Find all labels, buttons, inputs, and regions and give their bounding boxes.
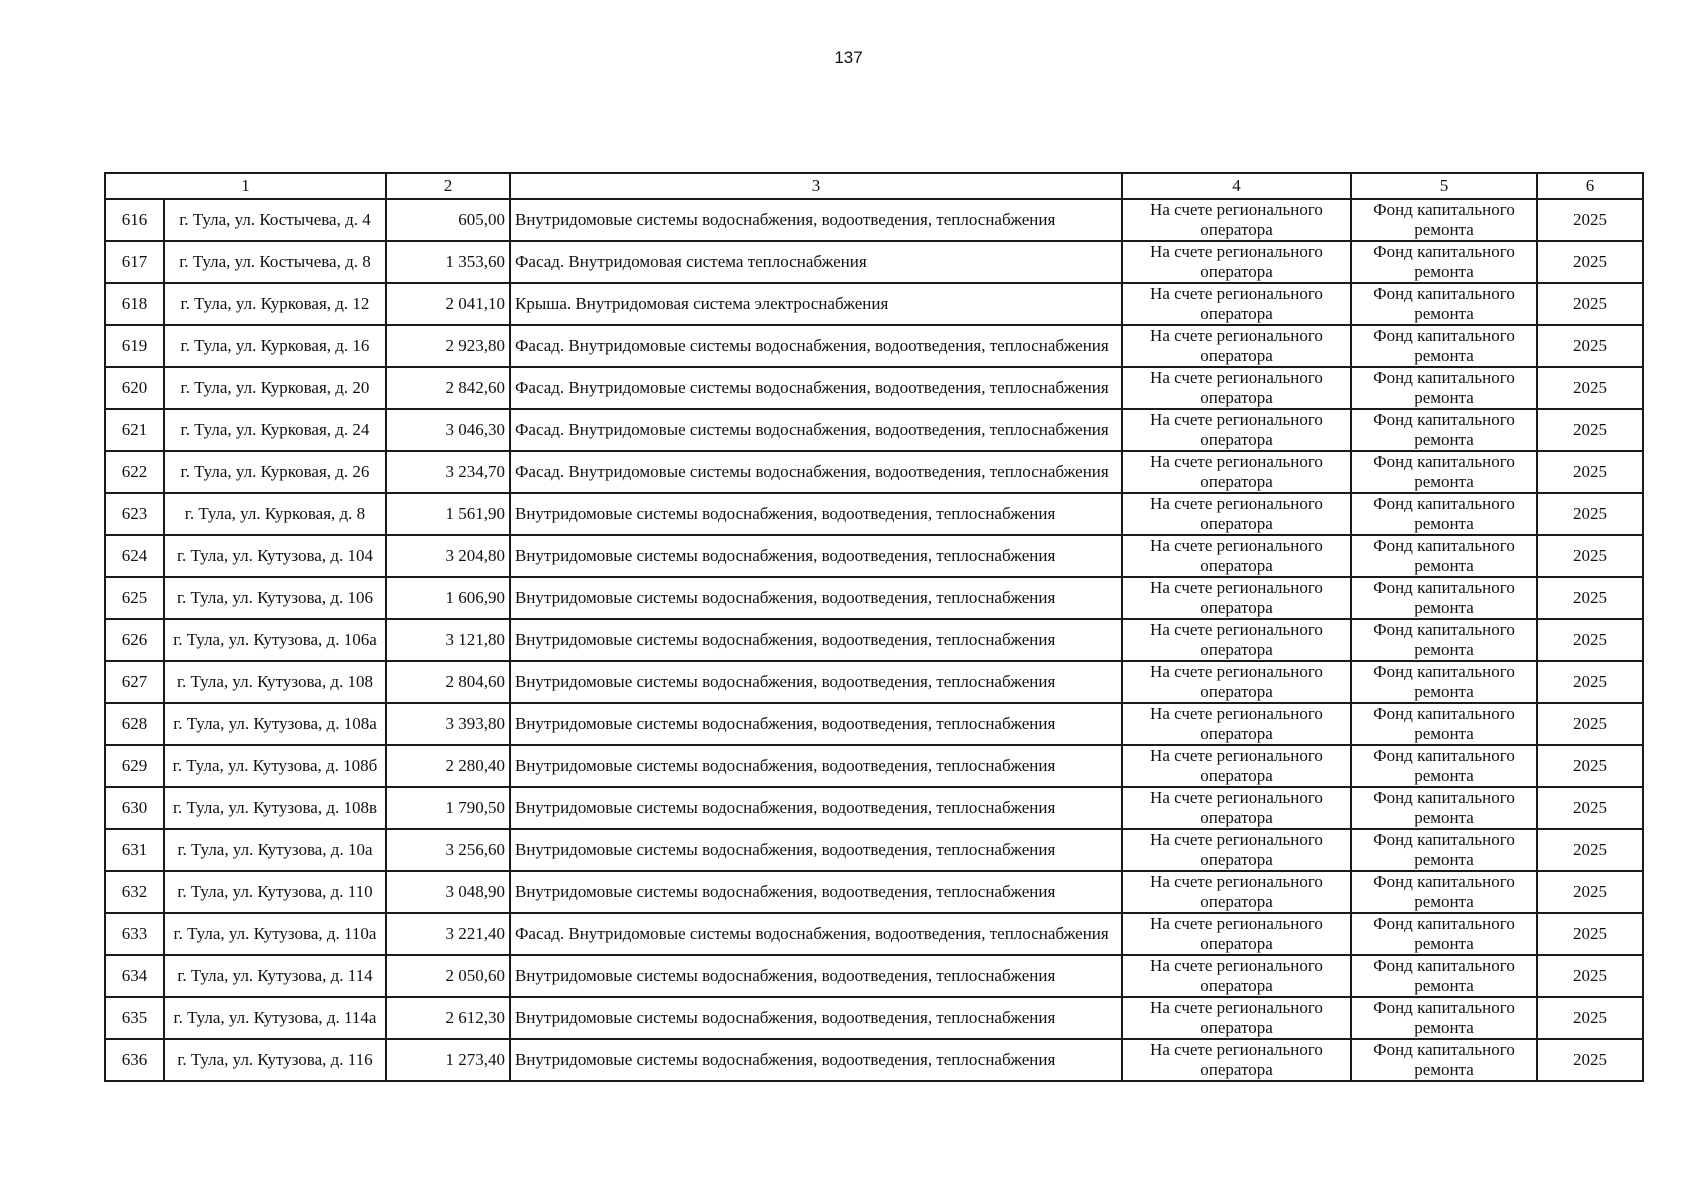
row-number: 626: [105, 619, 164, 661]
row-funding-source: Фонд капитального ремонта: [1351, 1039, 1537, 1081]
row-address: г. Тула, ул. Курковая, д. 16: [164, 325, 386, 367]
page-number: 137: [834, 48, 863, 67]
row-works: Фасад. Внутридомовые системы водоснабжения, водоотведения, теплоснабжения: [510, 913, 1122, 955]
row-area: 2 612,30: [386, 997, 510, 1039]
row-number: 634: [105, 955, 164, 997]
row-account: На счете регионального оператора: [1122, 745, 1351, 787]
table-row: [105, 871, 1643, 913]
row-works: Внутридомовые системы водоснабжения, водоотведения, теплоснабжения: [510, 955, 1122, 997]
table-row: [105, 955, 1643, 997]
row-account: На счете регионального оператора: [1122, 787, 1351, 829]
row-funding-source: Фонд капитального ремонта: [1351, 829, 1537, 871]
row-works: Внутридомовые системы водоснабжения, водоотведения, теплоснабжения: [510, 787, 1122, 829]
row-address: г. Тула, ул. Кутузова, д. 116: [164, 1039, 386, 1081]
column-header-5: 5: [1351, 173, 1537, 199]
row-year: 2025: [1537, 619, 1643, 661]
row-year: 2025: [1537, 871, 1643, 913]
table-row: [105, 1039, 1643, 1081]
table-row: [105, 241, 1643, 283]
row-account: На счете регионального оператора: [1122, 997, 1351, 1039]
row-area: 3 221,40: [386, 913, 510, 955]
row-number: 627: [105, 661, 164, 703]
row-year: 2025: [1537, 703, 1643, 745]
row-area: 2 804,60: [386, 661, 510, 703]
table-row: [105, 703, 1643, 745]
capital-repair-table: [104, 172, 1644, 1082]
row-works: Внутридомовые системы водоснабжения, водоотведения, теплоснабжения: [510, 661, 1122, 703]
row-funding-source: Фонд капитального ремонта: [1351, 451, 1537, 493]
row-works: Внутридомовые системы водоснабжения, водоотведения, теплоснабжения: [510, 1039, 1122, 1081]
row-number: 631: [105, 829, 164, 871]
table-row: [105, 325, 1643, 367]
row-account: На счете регионального оператора: [1122, 283, 1351, 325]
table-row: [105, 997, 1643, 1039]
row-account: На счете регионального оператора: [1122, 199, 1351, 241]
table-row: [105, 493, 1643, 535]
row-works: Крыша. Внутридомовая система электроснабжения: [510, 283, 1122, 325]
row-area: 3 046,30: [386, 409, 510, 451]
row-funding-source: Фонд капитального ремонта: [1351, 325, 1537, 367]
row-number: 629: [105, 745, 164, 787]
row-number: 623: [105, 493, 164, 535]
row-area: 1 561,90: [386, 493, 510, 535]
table-row: [105, 451, 1643, 493]
row-account: На счете регионального оператора: [1122, 367, 1351, 409]
row-number: 622: [105, 451, 164, 493]
row-funding-source: Фонд капитального ремонта: [1351, 871, 1537, 913]
row-year: 2025: [1537, 409, 1643, 451]
row-number: 619: [105, 325, 164, 367]
row-works: Внутридомовые системы водоснабжения, водоотведения, теплоснабжения: [510, 997, 1122, 1039]
row-account: На счете регионального оператора: [1122, 493, 1351, 535]
table-row: [105, 367, 1643, 409]
row-address: г. Тула, ул. Курковая, д. 20: [164, 367, 386, 409]
column-header-3: 3: [510, 173, 1122, 199]
row-funding-source: Фонд капитального ремонта: [1351, 997, 1537, 1039]
row-year: 2025: [1537, 913, 1643, 955]
row-area: 2 050,60: [386, 955, 510, 997]
row-address: г. Тула, ул. Костычева, д. 8: [164, 241, 386, 283]
row-year: 2025: [1537, 367, 1643, 409]
row-number: 630: [105, 787, 164, 829]
row-works: Внутридомовые системы водоснабжения, водоотведения, теплоснабжения: [510, 577, 1122, 619]
row-works: Внутридомовые системы водоснабжения, водоотведения, теплоснабжения: [510, 493, 1122, 535]
row-area: 3 048,90: [386, 871, 510, 913]
row-area: 1 790,50: [386, 787, 510, 829]
row-funding-source: Фонд капитального ремонта: [1351, 535, 1537, 577]
row-account: На счете регионального оператора: [1122, 955, 1351, 997]
row-works: Внутридомовые системы водоснабжения, водоотведения, теплоснабжения: [510, 871, 1122, 913]
row-account: На счете регионального оператора: [1122, 535, 1351, 577]
table-body: [105, 199, 1643, 1081]
row-account: На счете регионального оператора: [1122, 913, 1351, 955]
row-address: г. Тула, ул. Курковая, д. 8: [164, 493, 386, 535]
row-account: На счете регионального оператора: [1122, 619, 1351, 661]
row-works: Фасад. Внутридомовые системы водоснабжения, водоотведения, теплоснабжения: [510, 409, 1122, 451]
table-row: [105, 409, 1643, 451]
row-account: На счете регионального оператора: [1122, 409, 1351, 451]
row-works: Фасад. Внутридомовая система теплоснабжения: [510, 241, 1122, 283]
row-address: г. Тула, ул. Кутузова, д. 106а: [164, 619, 386, 661]
row-works: Фасад. Внутридомовые системы водоснабжения, водоотведения, теплоснабжения: [510, 451, 1122, 493]
row-funding-source: Фонд капитального ремонта: [1351, 787, 1537, 829]
row-account: На счете регионального оператора: [1122, 577, 1351, 619]
row-address: г. Тула, ул. Кутузова, д. 106: [164, 577, 386, 619]
row-works: Фасад. Внутридомовые системы водоснабжения, водоотведения, теплоснабжения: [510, 325, 1122, 367]
table-row: [105, 661, 1643, 703]
row-area: 3 393,80: [386, 703, 510, 745]
row-funding-source: Фонд капитального ремонта: [1351, 199, 1537, 241]
row-year: 2025: [1537, 955, 1643, 997]
row-funding-source: Фонд капитального ремонта: [1351, 661, 1537, 703]
row-address: г. Тула, ул. Кутузова, д. 114а: [164, 997, 386, 1039]
row-address: г. Тула, ул. Кутузова, д. 108в: [164, 787, 386, 829]
table-row: [105, 199, 1643, 241]
row-address: г. Тула, ул. Кутузова, д. 104: [164, 535, 386, 577]
table-row: [105, 829, 1643, 871]
row-funding-source: Фонд капитального ремонта: [1351, 703, 1537, 745]
table-row: [105, 283, 1643, 325]
row-address: г. Тула, ул. Кутузова, д. 110: [164, 871, 386, 913]
row-year: 2025: [1537, 997, 1643, 1039]
row-number: 621: [105, 409, 164, 451]
row-works: Фасад. Внутридомовые системы водоснабжения, водоотведения, теплоснабжения: [510, 367, 1122, 409]
row-area: 3 256,60: [386, 829, 510, 871]
table-row: [105, 577, 1643, 619]
row-number: 618: [105, 283, 164, 325]
row-works: Внутридомовые системы водоснабжения, водоотведения, теплоснабжения: [510, 703, 1122, 745]
row-area: 1 606,90: [386, 577, 510, 619]
row-works: Внутридомовые системы водоснабжения, водоотведения, теплоснабжения: [510, 199, 1122, 241]
row-account: На счете регионального оператора: [1122, 703, 1351, 745]
row-year: 2025: [1537, 829, 1643, 871]
row-area: 1 353,60: [386, 241, 510, 283]
row-number: 616: [105, 199, 164, 241]
table-row: [105, 787, 1643, 829]
row-year: 2025: [1537, 451, 1643, 493]
row-address: г. Тула, ул. Кутузова, д. 114: [164, 955, 386, 997]
row-number: 625: [105, 577, 164, 619]
row-funding-source: Фонд капитального ремонта: [1351, 745, 1537, 787]
row-address: г. Тула, ул. Кутузова, д. 108б: [164, 745, 386, 787]
row-area: 3 204,80: [386, 535, 510, 577]
header-row: [105, 173, 1643, 199]
row-account: На счете регионального оператора: [1122, 241, 1351, 283]
row-funding-source: Фонд капитального ремонта: [1351, 409, 1537, 451]
row-funding-source: Фонд капитального ремонта: [1351, 955, 1537, 997]
row-number: 628: [105, 703, 164, 745]
table-row: [105, 535, 1643, 577]
row-year: 2025: [1537, 787, 1643, 829]
table-row: [105, 745, 1643, 787]
row-funding-source: Фонд капитального ремонта: [1351, 619, 1537, 661]
row-account: На счете регионального оператора: [1122, 871, 1351, 913]
row-year: 2025: [1537, 535, 1643, 577]
row-area: 605,00: [386, 199, 510, 241]
column-header-4: 4: [1122, 173, 1351, 199]
row-address: г. Тула, ул. Кутузова, д. 110а: [164, 913, 386, 955]
table-row: [105, 913, 1643, 955]
row-account: На счете регионального оператора: [1122, 661, 1351, 703]
row-year: 2025: [1537, 241, 1643, 283]
row-year: 2025: [1537, 661, 1643, 703]
row-area: 2 842,60: [386, 367, 510, 409]
row-account: На счете регионального оператора: [1122, 1039, 1351, 1081]
row-funding-source: Фонд капитального ремонта: [1351, 913, 1537, 955]
row-area: 3 121,80: [386, 619, 510, 661]
row-area: 3 234,70: [386, 451, 510, 493]
row-year: 2025: [1537, 1039, 1643, 1081]
column-header-6: 6: [1537, 173, 1643, 199]
column-header-2: 2: [386, 173, 510, 199]
row-works: Внутридомовые системы водоснабжения, водоотведения, теплоснабжения: [510, 619, 1122, 661]
row-number: 632: [105, 871, 164, 913]
row-funding-source: Фонд капитального ремонта: [1351, 367, 1537, 409]
row-number: 636: [105, 1039, 164, 1081]
row-works: Внутридомовые системы водоснабжения, водоотведения, теплоснабжения: [510, 745, 1122, 787]
row-funding-source: Фонд капитального ремонта: [1351, 493, 1537, 535]
row-works: Внутридомовые системы водоснабжения, водоотведения, теплоснабжения: [510, 829, 1122, 871]
row-year: 2025: [1537, 325, 1643, 367]
row-address: г. Тула, ул. Кутузова, д. 108а: [164, 703, 386, 745]
row-area: 2 280,40: [386, 745, 510, 787]
row-account: На счете регионального оператора: [1122, 325, 1351, 367]
row-account: На счете регионального оператора: [1122, 451, 1351, 493]
row-works: Внутридомовые системы водоснабжения, водоотведения, теплоснабжения: [510, 535, 1122, 577]
row-number: 633: [105, 913, 164, 955]
row-area: 1 273,40: [386, 1039, 510, 1081]
row-number: 624: [105, 535, 164, 577]
row-year: 2025: [1537, 577, 1643, 619]
row-account: На счете регионального оператора: [1122, 829, 1351, 871]
row-year: 2025: [1537, 493, 1643, 535]
column-header-1: 1: [105, 173, 386, 199]
row-funding-source: Фонд капитального ремонта: [1351, 577, 1537, 619]
row-address: г. Тула, ул. Курковая, д. 24: [164, 409, 386, 451]
row-year: 2025: [1537, 745, 1643, 787]
row-address: г. Тула, ул. Кутузова, д. 108: [164, 661, 386, 703]
row-number: 617: [105, 241, 164, 283]
row-area: 2 041,10: [386, 283, 510, 325]
row-number: 620: [105, 367, 164, 409]
row-address: г. Тула, ул. Курковая, д. 26: [164, 451, 386, 493]
row-year: 2025: [1537, 199, 1643, 241]
row-number: 635: [105, 997, 164, 1039]
row-address: г. Тула, ул. Костычева, д. 4: [164, 199, 386, 241]
row-area: 2 923,80: [386, 325, 510, 367]
table-row: [105, 619, 1643, 661]
row-address: г. Тула, ул. Кутузова, д. 10а: [164, 829, 386, 871]
row-funding-source: Фонд капитального ремонта: [1351, 241, 1537, 283]
row-year: 2025: [1537, 283, 1643, 325]
row-address: г. Тула, ул. Курковая, д. 12: [164, 283, 386, 325]
row-funding-source: Фонд капитального ремонта: [1351, 283, 1537, 325]
